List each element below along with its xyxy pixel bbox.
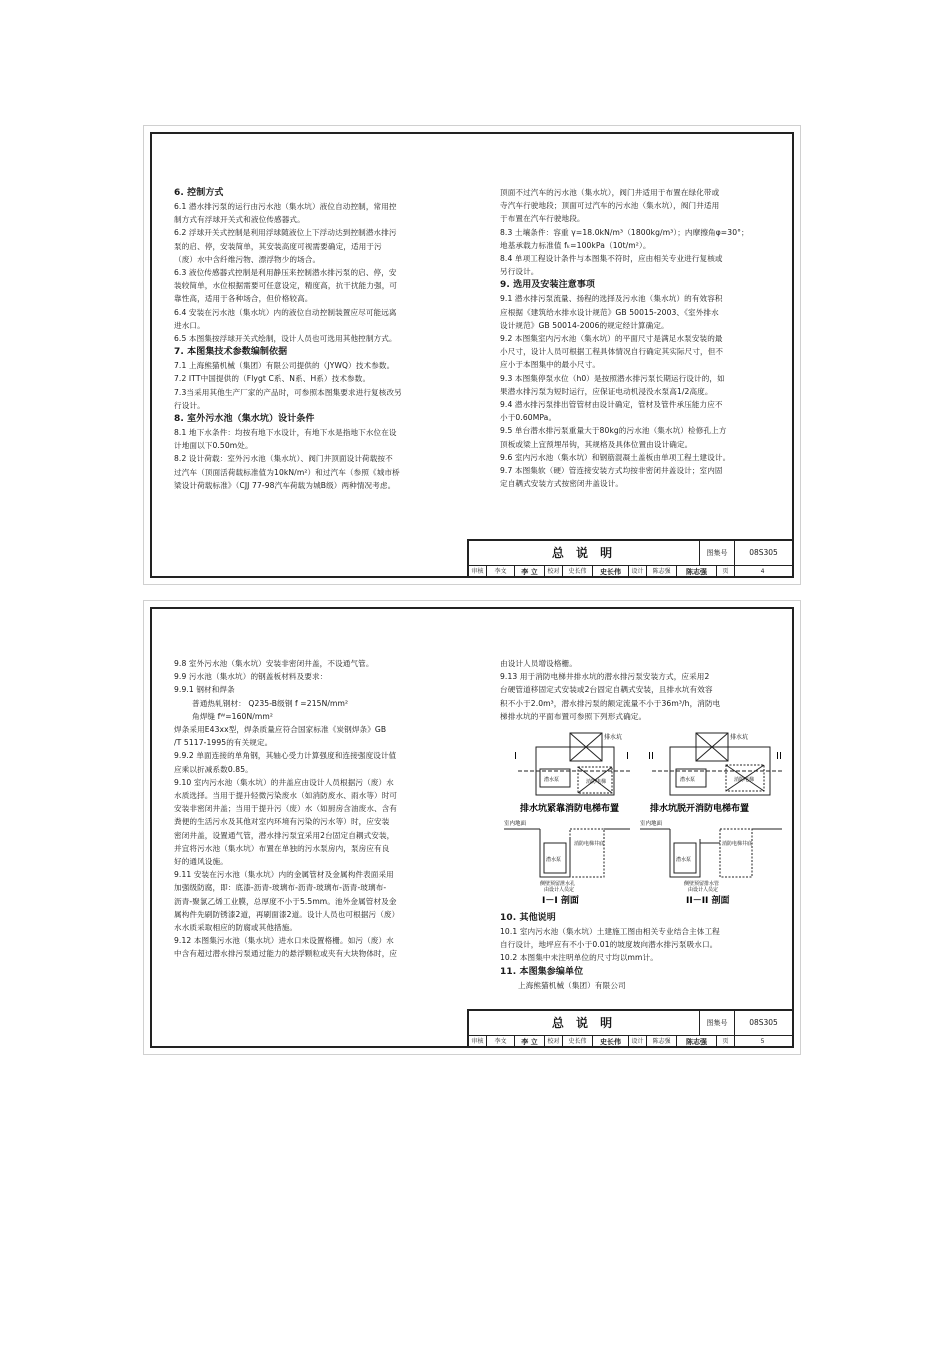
atlas-number: 08S305 — [749, 548, 778, 557]
text-line: 另行设计。 — [500, 267, 539, 277]
drain-pipe-note: 侧壁预留排水管 — [684, 881, 720, 887]
section-mark-a: I — [626, 751, 629, 762]
text-line: 设计规范》GB 50014-2006的规定经计算确定。 — [500, 320, 669, 330]
title-block-title: 总 说 明 — [469, 541, 700, 565]
designer-name: 陈志强 — [647, 1036, 677, 1047]
text-line: 梯排水坑的平面布置可参照下列形式确定。 — [500, 711, 647, 721]
text-line: 加强级防腐，即：底漆-沥青-玻璃布-沥青-玻璃布-沥青-玻璃布- — [174, 883, 387, 893]
section-heading: 11. 本图集参编单位 — [500, 966, 584, 977]
text-line: 普通热轧钢材： Q235-B级钢 f =215N/mm² — [192, 698, 349, 708]
designer-name: 陈志强 — [647, 566, 677, 577]
text-line: 6.4 安装在污水池（集水坑）内的液位自动控制装置应尽可能远离 — [174, 307, 397, 317]
text-line: 6.2 浮球开关式控制是利用浮球随液位上下浮动达到控制潜水排污 — [174, 228, 397, 238]
right-text-column — [500, 657, 790, 723]
text-line: 应乘以折减系数0.85。 — [174, 764, 253, 774]
drawing-sheet-page-4 — [143, 125, 801, 585]
section-mark-b: II — [648, 751, 654, 762]
text-line: 台硬管道移固定式安装或2台固定自耦式安装，且排水坑有效容 — [500, 685, 713, 695]
drain-pipe-note: 由设计人员定 — [688, 887, 719, 893]
text-line: 过汽车（顶面活荷载标准值为10kN/m²）和过汽车（参照《城市桥 — [174, 467, 400, 477]
text-line: 梁设计荷载标准》（CJJ 77-98汽车荷载为城B级）两种情况考虑。 — [174, 480, 396, 490]
check-label: 校对 — [545, 566, 563, 577]
text-line: 属构件先刷防锈漆2道，再刷面漆2道。设计人员也可根据污（废） — [174, 909, 400, 919]
elevator-label: 消防电梯 — [734, 777, 755, 783]
text-line: 水质选择。当用于提升轻微污染废水（如消防废水、雨水等）时可 — [174, 791, 398, 801]
left-text-column — [174, 657, 474, 961]
pump-label: 潜水泵 — [546, 857, 562, 863]
text-line: 制方式有浮球开关式和液位传感器式。 — [174, 215, 305, 225]
text-line: 中含有超过潜水排污泵通过能力的悬浮颗粒或夹有大块物体时，应 — [174, 949, 398, 959]
left-text-column — [174, 186, 474, 492]
atlas-number-label: 图集号 — [700, 541, 735, 565]
text-line: （废）水中含纤维污物、漂浮物少的场合。 — [174, 254, 321, 264]
text-line: 9.6 室内污水池（集水坑）和钢筋混凝土盖板由单项工程土建设计。 — [500, 452, 731, 462]
section-heading: 10. 其他说明 — [500, 913, 556, 923]
reviewer-name: 李文 — [487, 1036, 515, 1047]
drain-hole-note: 由设计人员定 — [544, 887, 575, 893]
indoor-floor-label: 室内地面 — [504, 821, 527, 827]
section-heading: 9. 选用及安装注意事项 — [500, 280, 596, 291]
text-line: 沥青-聚氯乙烯工业膜，总厚度不小于5.5mm。池外金属管材及金 — [174, 896, 397, 906]
reviewer-signature: 李 立 — [515, 566, 545, 577]
title-block — [467, 1009, 792, 1046]
text-line: 行设计。 — [174, 400, 205, 410]
text-line: 9.10 室内污水池（集水坑）的井盖应由设计人员根据污（废）水 — [174, 777, 394, 787]
elevator-shaft-label: 消防电梯井底 — [722, 841, 753, 847]
text-line: 计地面以下0.50m处。 — [174, 441, 253, 451]
section-caption-2: II－II 剖面 — [686, 896, 730, 905]
checker-signature: 史长伟 — [593, 566, 629, 577]
design-label: 设计 — [629, 1036, 647, 1047]
text-line: 9.9.1 钢材和焊条 — [174, 685, 235, 695]
pump-label: 潜水泵 — [680, 777, 696, 783]
pit-label: 排水坑 — [604, 734, 623, 741]
text-line: 8.2 设计荷载：室外污水池（集水坑）、阀门井顶面设计荷载按不 — [174, 454, 393, 464]
text-line: 装较简单，水位根据需要可任意设定，精度高，抗干扰能力强，可 — [174, 281, 398, 291]
text-line: 9.3 本图集停泵水位（h0）是按照潜水排污泵长期运行设计的，如 — [500, 373, 725, 383]
text-line: 6.5 本图集按浮球开关式绘制，设计人员也可选用其他控制方式。 — [174, 334, 397, 344]
sheet-frame — [150, 132, 794, 578]
section-heading: 6. 控制方式 — [174, 188, 224, 198]
text-line: 9.9 污水池（集水坑）的钢盖板材料及要求： — [174, 672, 328, 682]
text-line: 应根据《建筑给水排水设计规范》GB 50015-2003、《室外排水 — [500, 307, 719, 317]
text-line: 积不小于2.0m³，潜水排污泵的额定流量不小于36m³/h，消防电 — [500, 698, 721, 708]
text-line: 角焊缝 fᵂ=160N/mm² — [192, 711, 274, 721]
text-line: 地基承载力标准值 fₖ=100kPa（10t/m²）。 — [500, 240, 651, 250]
right-text-column — [500, 186, 790, 490]
text-line: 6.1 潜水排污泵的运行由污水池（集水坑）液位自动控制，常用控 — [174, 202, 397, 211]
text-line: 顶面不过汽车的污水池（集水坑），阀门井适用于布置在绿化带或 — [500, 188, 720, 197]
page-label: 页 — [717, 566, 735, 577]
fire-elevator-pit-diagram — [500, 727, 790, 905]
title-block-title: 总 说 明 — [469, 1011, 700, 1035]
right-text-column-lower — [500, 911, 790, 992]
text-line: 8.1 地下水条件：均按有地下水设计，有地下水是指地下水位在设 — [174, 428, 397, 438]
text-line: 7.1 上海熊猫机械（集团）有限公司提供的（JYWQ）技术参数。 — [174, 361, 395, 371]
text-line: 9.13 用于消防电梯井排水坑的潜水排污泵安装方式，应采用2 — [500, 672, 710, 682]
text-line: 并宜将污水池（集水坑）布置在单独的污水泵房内，泵房应有良 — [174, 843, 390, 853]
text-line: 水水质采取相应的防腐或其他措施。 — [174, 923, 298, 933]
pit-label: 排水坑 — [730, 734, 749, 741]
text-line: 由设计人员增设格栅。 — [500, 659, 577, 668]
page-number: 4 — [760, 568, 765, 575]
sheet-frame — [150, 607, 794, 1048]
text-line: 7.3当采用其他生产厂家的产品时，可参照本图集要求进行复核改另 — [174, 387, 402, 397]
text-line: /T 5117-1995的有关规定。 — [174, 738, 273, 748]
page-label: 页 — [717, 1036, 735, 1047]
check-label: 校对 — [545, 1036, 563, 1047]
text-line: 粪便的生活污水及其他对室内环境有污染的污水等）时，应安装 — [174, 817, 390, 827]
text-line: 9.2 本图集室内污水池（集水坑）的平面尺寸是满足水泵安装的最 — [500, 334, 723, 344]
text-line: 10.2 本图集中未注明单位的尺寸均以mm计。 — [500, 953, 658, 963]
text-line: 7.2 ITT中国提供的（Flygt C系、N系、H系）技术参数。 — [174, 374, 371, 384]
text-line: 果潜水排污泵为短时运行，应保证电动机浸没水泵高1/2高度。 — [500, 386, 713, 396]
text-line: 顶板或梁上宜预埋吊钩，其规格及具体位置由设计确定。 — [500, 439, 693, 449]
designer-signature: 陈志强 — [677, 566, 717, 577]
design-label: 设计 — [629, 566, 647, 577]
section-mark-a: I — [514, 751, 517, 762]
text-line: 9.7 本图集软（硬）管连接安装方式均按非密闭井盖设计；室内固 — [500, 466, 723, 476]
text-line: 好的通风设施。 — [174, 857, 228, 867]
reviewer-signature: 李 立 — [515, 1036, 545, 1047]
text-line: 泵的启、停，安装简单，其安装高度可视需要确定，适用于污 — [174, 241, 382, 251]
drain-hole-note: 侧壁预留泄水孔 — [540, 881, 576, 887]
text-line: 9.5 单台潜水排污泵重量大于80kg的污水池（集水坑）检修孔上方 — [500, 426, 727, 436]
text-line: 9.12 本图集污水池（集水坑）进水口未设置格栅。如污（废）水 — [174, 936, 394, 946]
text-line: 靠性高，适用于各种场合，但价格较高。 — [174, 294, 313, 304]
reviewer-name: 李文 — [487, 566, 515, 577]
text-line: 小于0.60MPa。 — [500, 413, 557, 423]
text-line: 8.3 土壤条件：容重 γ=18.0kN/m³（1800kg/m³）；内摩擦角φ=30°； — [500, 227, 749, 237]
text-line: 小尺寸，设计人员可根据工程具体情况自行确定其实际尺寸，但不 — [500, 347, 724, 357]
caption-adjacent: 排水坑紧靠消防电梯布置 — [520, 804, 620, 814]
text-line: 上海熊猫机械（集团）有限公司 — [518, 980, 626, 990]
text-line: 于布置在汽车行驶地段。 — [500, 214, 585, 224]
text-line: 焊条采用E43xx型，焊条质量应符合国家标准《炭钢焊条》GB — [174, 725, 387, 735]
review-label: 审核 — [469, 1036, 487, 1047]
text-line: 寺汽车行驶地段；顶面可过汽车的污水池（集水坑），阀门井适用 — [500, 201, 720, 211]
elevator-label: 消防电梯 — [586, 779, 607, 785]
text-line: 定自耦式安装方式按密闭井盖设计。 — [500, 479, 624, 489]
text-line: 9.8 室外污水池（集水坑）安装非密闭井盖，不设通气管。 — [174, 659, 374, 668]
section-mark-b: II — [776, 751, 782, 762]
page-number: 5 — [760, 1038, 765, 1045]
text-line: 10.1 室内污水池（集水坑）土建施工图由相关专业结合主体工程 — [500, 927, 720, 936]
review-label: 审核 — [469, 566, 487, 577]
section-heading: 7. 本图集技术参数编制依据 — [174, 347, 288, 358]
text-line: 9.1 潜水排污泵流量、扬程的选择及污水池（集水坑）的有效容积 — [500, 294, 723, 304]
section-heading: 8. 室外污水池（集水坑）设计条件 — [174, 414, 315, 425]
title-block — [467, 539, 792, 576]
atlas-number: 08S305 — [749, 1018, 778, 1027]
text-line: 密闭井盖，设置通气管，潜水排污泵宜采用2台固定自耦式安装， — [174, 830, 395, 840]
text-line: 6.3 液位传感器式控制是利用静压来控制潜水排污泵的启、停，安 — [174, 268, 397, 278]
checker-name: 史长伟 — [563, 1036, 593, 1047]
indoor-floor-label: 室内地面 — [640, 821, 663, 827]
text-line: 9.9.2 单面连接的单角钢，其轴心受力计算强度和连接强度设计值 — [174, 751, 397, 761]
checker-signature: 史长伟 — [593, 1036, 629, 1047]
pump-label: 潜水泵 — [544, 777, 560, 783]
text-line: 进水口。 — [174, 320, 205, 330]
text-line: 9.11 安装在污水池（集水坑）内的金属管材及金属构件表面采用 — [174, 870, 394, 880]
text-line: 8.4 单项工程设计条件与本图集不符时，应由相关专业进行复核或 — [500, 254, 723, 264]
text-line: 自行设计，地坪应有不小于0.01的坡度坡向潜水排污泵吸水口。 — [500, 940, 718, 950]
atlas-number-label: 图集号 — [700, 1011, 735, 1035]
designer-signature: 陈志强 — [677, 1036, 717, 1047]
text-line: 应小于本图集中的最小尺寸。 — [500, 360, 601, 370]
text-line: 安装非密闭井盖；当用于提升污（废）水（如厨房含油废水、含有 — [174, 804, 398, 814]
pump-label: 潜水泵 — [676, 857, 692, 863]
checker-name: 史长伟 — [563, 566, 593, 577]
drawing-sheet-page-5 — [143, 600, 801, 1055]
section-caption-1: I－I 剖面 — [542, 896, 579, 905]
elevator-shaft-label: 消防电梯井底 — [574, 841, 605, 847]
caption-separate: 排水坑脱开消防电梯布置 — [650, 804, 750, 814]
text-line: 9.4 潜水排污泵排出管管材由设计确定，管材及管件承压能力应不 — [500, 400, 723, 410]
